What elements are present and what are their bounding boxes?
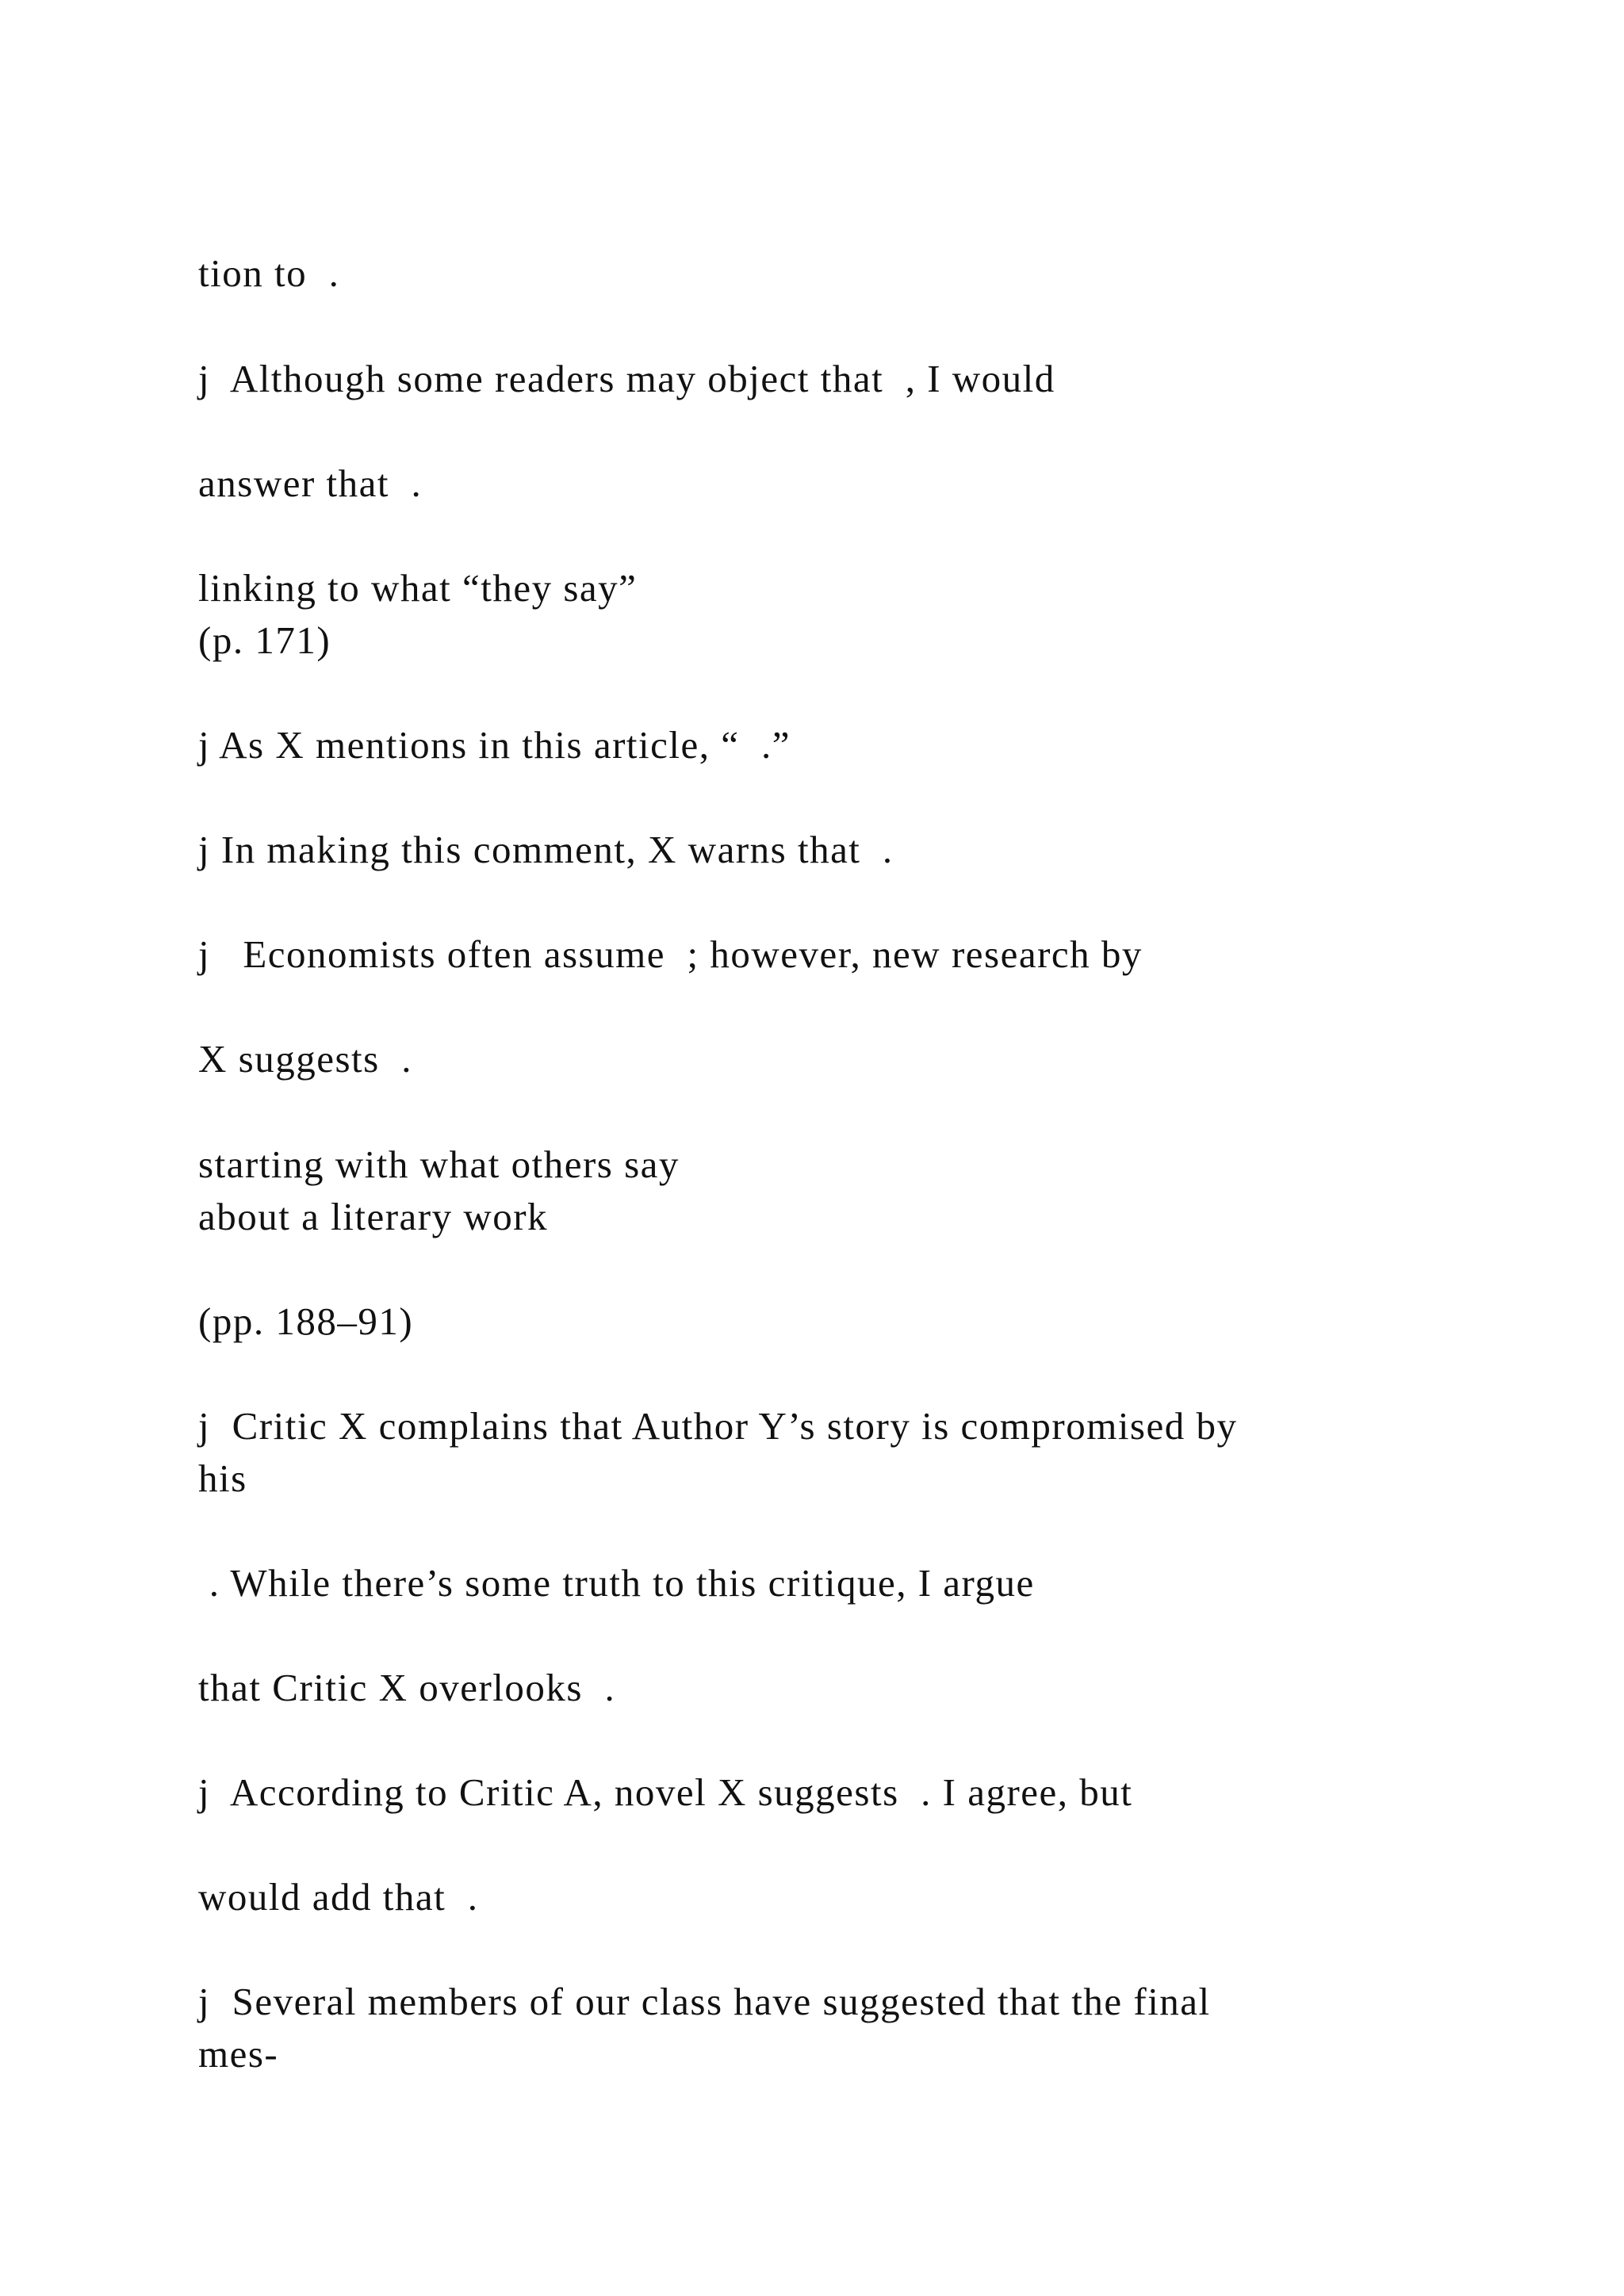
text-line: j According to Critic A, novel X suggests . I agree, but bbox=[198, 1770, 1133, 1814]
text-line: j Critic X complains that Author Y’s story is compromised by bbox=[198, 1404, 1238, 1448]
text-line: answer that . bbox=[198, 461, 423, 505]
text-line: . While there’s some truth to this critique, I argue bbox=[198, 1561, 1035, 1605]
text-line: j As X mentions in this article, “ .” bbox=[198, 723, 791, 767]
text-line: about a literary work bbox=[198, 1195, 549, 1238]
text-line: starting with what others say bbox=[198, 1142, 680, 1186]
text-line: j Economists often assume ; however, new research by bbox=[198, 932, 1143, 976]
text-line: would add that . bbox=[198, 1875, 479, 1919]
text-line: his bbox=[198, 1456, 247, 1500]
text-line: that Critic X overlooks . bbox=[198, 1666, 616, 1709]
text-line: j Although some readers may object that , I would bbox=[198, 357, 1055, 400]
text-line: j Several members of our class have suggested that the final bbox=[198, 1980, 1211, 2023]
text-line: tion to . bbox=[198, 251, 340, 295]
text-line: X suggests . bbox=[198, 1037, 412, 1081]
text-line: (p. 171) bbox=[198, 618, 331, 662]
text-line: mes- bbox=[198, 2032, 279, 2076]
text-line: linking to what “they say” bbox=[198, 566, 638, 610]
text-line: (pp. 188–91) bbox=[198, 1299, 414, 1343]
text-line: j In making this comment, X warns that . bbox=[198, 828, 894, 871]
